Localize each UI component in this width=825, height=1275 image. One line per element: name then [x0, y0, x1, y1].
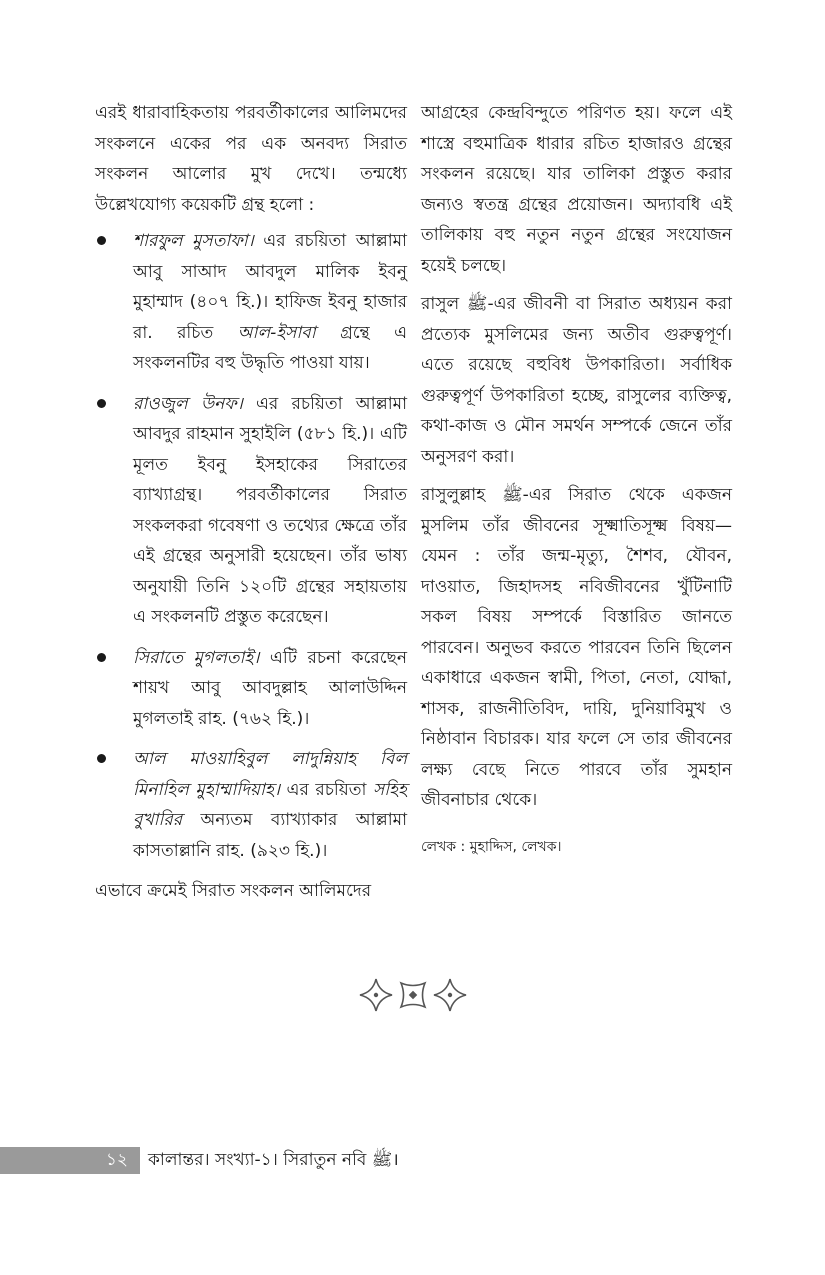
- book-title: সিরাতে মুগলতাই।: [133, 647, 260, 668]
- right-column: [421, 98, 732, 862]
- running-footer-title: কালান্তর। সংখ্যা-১। সিরাতুন নবি ﷺ।: [148, 1150, 399, 1170]
- book-reference: আল-ইসাবা: [237, 322, 316, 343]
- bullet-icon: [97, 754, 106, 763]
- bullet-icon: [97, 399, 106, 408]
- body-paragraph: রাসুল ﷺ-এর জীবনী বা সিরাত অধ্যয়ন করা প্রত্যেক মুসলিমের জন্য অতীব গুরুত্বপূর্ণ। এতে রয়েছে বহুবিধ উপকারিতা। সর্বাধিক গুরুত্বপূর্ণ উপকারিতা হচ্ছে, রাসুলের ব্যক্তিত্ব, কথা-কাজ ও মৌন সমর্থন সম্পর্কে জেনে তাঁর অনুসরণ করা।: [421, 294, 732, 467]
- page-number: ১২: [105, 1150, 128, 1170]
- page-number-band: [0, 1147, 140, 1174]
- book-description: এর রচয়িতা আল্লামা আবদুর রাহমান সুহাইলি (৫৮১ হি.)। এটি মূলত ইবনু ইসহাকের সিরাতের ব্যাখ্যাগ্রন্থ। পরবর্তীকালের সিরাত সংকলকরা গবেষণা ও তথ্যের ক্ষেত্রে তাঁর এই গ্রন্থের অনুসারী হয়েছেন। তাঁর ভাষ্য অনুযায়ী তিনি ১২০টি গ্রন্থের সহায়তায় এ সংকলনটি প্রস্তুত করেছেন।: [133, 393, 407, 627]
- bullet-icon: [97, 653, 106, 662]
- book-title: আল মাওয়াহিবুল লাদুন্নিয়াহ বিল মিনাহিল মুহাম্মাদিয়াহ।: [133, 749, 407, 800]
- left-column: [95, 98, 407, 915]
- book-description: এর রচয়িতা: [280, 779, 374, 800]
- book-description-cont: অন্যতম ব্যাখ্যাকার আল্লামা কাসতাল্লানি রাহ. (৯২৩ হি.)।: [133, 810, 407, 861]
- body-paragraph: আগ্রহের কেন্দ্রবিন্দুতে পরিণত হয়। ফলে এই শাস্ত্রে বহুমাত্রিক ধারার রচিত হাজারও গ্রন্থের সংকলন রয়েছে। যার তালিকা প্রস্তুত করার জন্যও স্বতন্ত্র গ্রন্থের প্রয়োজন। অদ্যাবধি এই তালিকায় বহু নতুন নতুন গ্রন্থের সংযোজন হয়েই চলছে।: [421, 103, 732, 276]
- book-description: এটি রচনা করেছেন শায়খ আবু আবদুল্লাহ আলাউদ্দিন মুগলতাই রাহ. (৭৬২ হি.)।: [133, 647, 407, 729]
- closing-paragraph: এভাবে ক্রমেই সিরাত সংকলন আলিমদের: [95, 881, 372, 901]
- list-item: [95, 643, 407, 735]
- star-diamond-ornament-icon: [358, 975, 468, 1015]
- bullet-icon: [97, 236, 106, 245]
- book-reference: সহিহ বুখারির: [133, 779, 407, 830]
- book-description-cont: গ্রন্থে এ সংকলনটির বহু উদ্ধৃতি পাওয়া যায়।: [133, 322, 408, 373]
- list-item: [95, 389, 407, 633]
- book-title: রাওজুল উনফ।: [133, 393, 243, 414]
- list-item: [95, 226, 407, 379]
- author-byline: লেখক : মুহাদ্দিস, লেখক।: [421, 838, 562, 855]
- book-title: শারফুল মুসতাফা।: [133, 231, 254, 251]
- book-list: [95, 226, 407, 866]
- body-paragraph: রাসুলুল্লাহ ﷺ-এর সিরাত থেকে একজন মুসলিম তাঁর জীবনের সূক্ষ্মাতিসূক্ষ্ম বিষয়— যেমন : তাঁর জন্ম-মৃত্যু, শৈশব, যৌবন, দাওয়াত, জিহাদসহ নবিজীবনের খুঁটিনাটি সকল বিষয় সম্পর্কে বিস্তারিত জানতে পারবেন। অনুভব করতে পারবেন তিনি ছিলেন একাধারে একজন স্বামী, পিতা, নেতা, যোদ্ধা, শাসক, রাজনীতিবিদ, দায়ি, দুনিয়াবিমুখ ও নিষ্ঠাবান বিচারক। যার ফলে সে তার জীবনের লক্ষ্য বেছে নিতে পারবে তাঁর সুমহান জীবনাচার থেকে।: [421, 485, 732, 810]
- intro-paragraph: এরই ধারাবাহিকতায় পরবর্তীকালের আলিমদের সংকলনে একের পর এক অনবদ্য সিরাত সংকলন আলোর মুখ দেখে। তন্মধ্যে উল্লেখযোগ্য কয়েকটি গ্রন্থ হলো :: [95, 103, 407, 215]
- book-description: এর রচয়িতা আল্লামা আবু সাআদ আবদুল মালিক ইবনু মুহাম্মাদ (৪০৭ হি.)। হাফিজ ইবনু হাজার রা. রচিত: [133, 231, 407, 343]
- list-item: [95, 744, 407, 866]
